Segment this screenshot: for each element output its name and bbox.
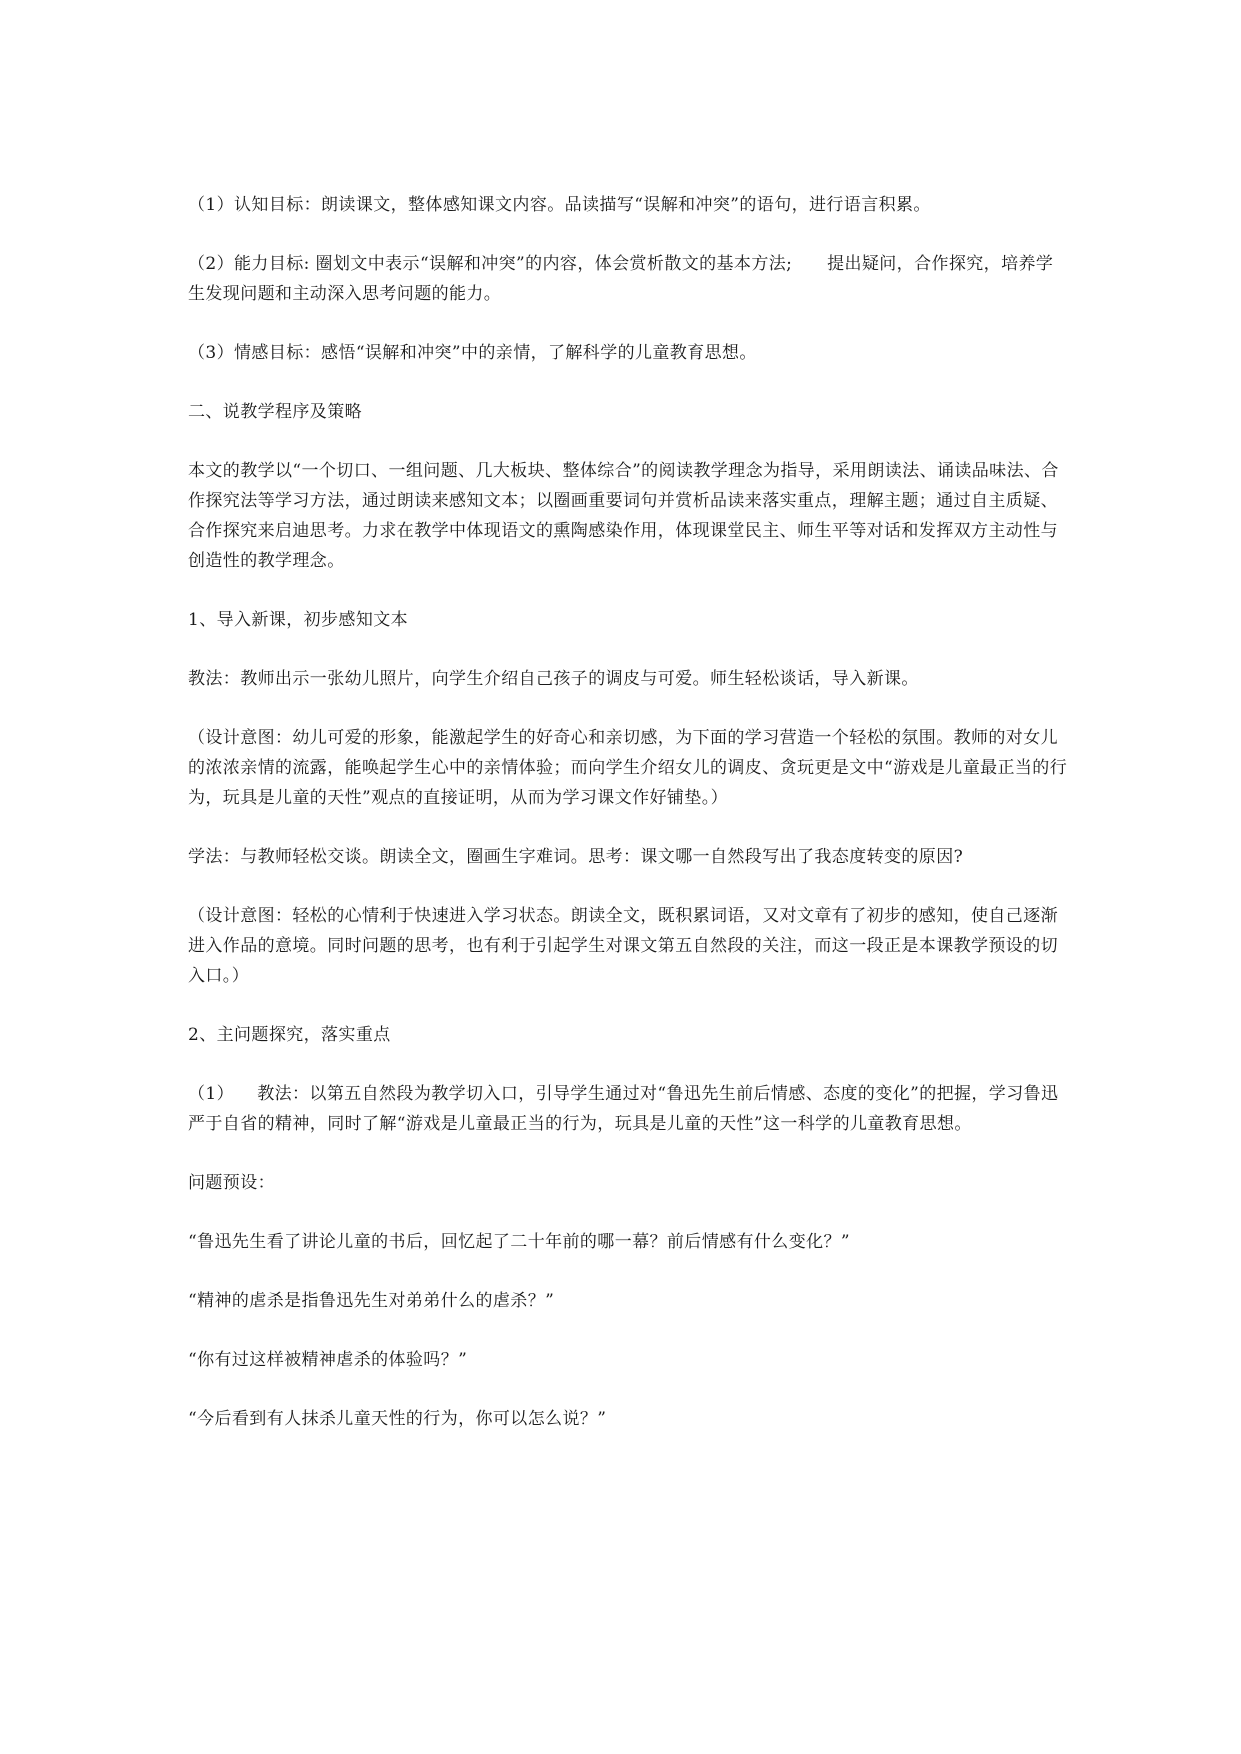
- question-item-2: “精神的虐杀是指鲁迅先生对弟弟什么的虐杀？”: [188, 1291, 555, 1311]
- paragraph-teaching-philosophy: 本文的教学以“一个切口、一组问题、几大板块、整体综合”的阅读教学理念为指导，采用朗读法、诵读品味法、合作探究法等学习方法，通过朗读来感知文本；以圈画重要词句并赏析品读来落实重点，理解主题；通过自主质疑、合作探究来启迪思考。力求在教学中体现语文的熏陶感染作用，体现课堂民主、师生平等对话和发挥双方主动性与创造性的教学理念。: [188, 461, 1059, 571]
- question-item-1: “鲁迅先生看了讲论儿童的书后，回忆起了二十年前的哪一幕？前后情感有什么变化？”: [188, 1232, 850, 1252]
- paragraph-cognitive-goal: （1）认知目标：朗读课文，整体感知课文内容。品读描写“误解和冲突”的语句，进行语言积累。: [188, 195, 931, 215]
- paragraph-design-intent-2: （设计意图：轻松的心情利于快速进入学习状态。朗读全文，既积累词语，又对文章有了初步的感知，使自己逐渐进入作品的意境。同时问题的思考，也有利于引起学生对课文第五自然段的关注，而这一段正是本课教学预设的切入口。）: [188, 906, 1058, 986]
- paragraph-emotion-goal: （3）情感目标：感悟“误解和冲突”中的亲情，了解科学的儿童教育思想。: [188, 343, 757, 363]
- paragraph-teaching-method-2: （1） 教法：以第五自然段为教学切入口，引导学生通过对“鲁迅先生前后情感、态度的变化”的把握，学习鲁迅严于自省的精神，同时了解“游戏是儿童最正当的行为，玩具是儿童的天性”这一科学的儿童教育思想。: [188, 1084, 1059, 1134]
- paragraph-teaching-method-1: 教法：教师出示一张幼儿照片，向学生介绍自己孩子的调皮与可爱。师生轻松谈话，导入新课。: [188, 669, 919, 689]
- subheading-question-presets: 问题预设：: [188, 1173, 275, 1193]
- paragraph-design-intent-1: （设计意图：幼儿可爱的形象，能激起学生的好奇心和亲切感，为下面的学习营造一个轻松的氛围。教师的对女儿的浓浓亲情的流露，能唤起学生心中的亲情体验；而向学生介绍女儿的调皮、贪玩更是文中“游戏是儿童最正当的行为，玩具是儿童的天性”观点的直接证明，从而为学习课文作好铺垫。）: [188, 728, 1068, 808]
- section-heading-teaching-procedure: 二、说教学程序及策略: [188, 402, 362, 422]
- paragraph-learning-method-1: 学法：与教师轻松交谈。朗读全文，圈画生字难词。思考：课文哪一自然段写出了我态度转变的原因?: [188, 847, 964, 867]
- document-body: [188, 190, 1068, 1463]
- paragraph-ability-goal: （2）能力目标: 圈划文中表示“误解和冲突”的内容，体会赏析散文的基本方法; 提出疑问，合作探究，培养学生发现问题和主动深入思考问题的能力。: [188, 254, 1054, 304]
- subheading-main-question: 2、主问题探究，落实重点: [188, 1025, 391, 1045]
- subheading-introduction: 1、导入新课，初步感知文本: [188, 610, 409, 630]
- question-item-4: “今后看到有人抹杀儿童天性的行为，你可以怎么说？”: [188, 1409, 607, 1429]
- question-item-3: “你有过这样被精神虐杀的体验吗？”: [188, 1350, 468, 1370]
